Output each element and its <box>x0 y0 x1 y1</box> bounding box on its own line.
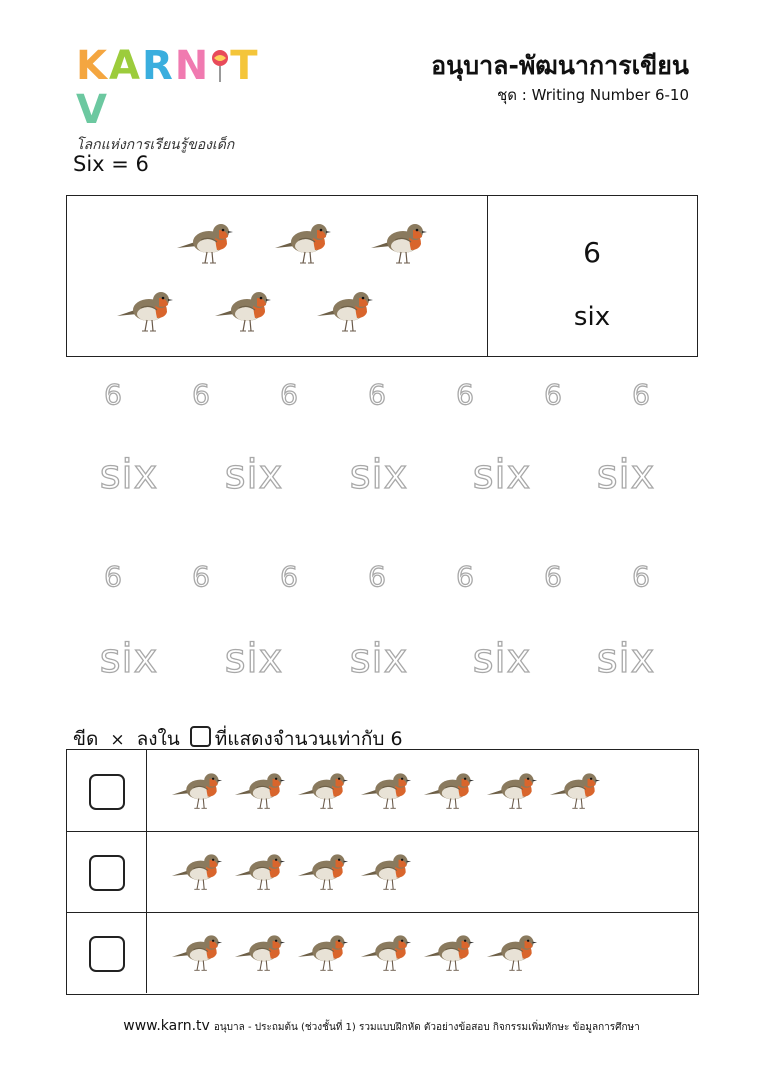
answer-row <box>67 831 698 913</box>
demo-number: 6 <box>583 236 601 269</box>
trace-number: 6 <box>544 378 562 411</box>
logo-letter: R <box>141 43 175 89</box>
trace-word: six <box>596 452 656 498</box>
trace-word: six <box>99 452 159 498</box>
trace-word: six <box>349 636 409 682</box>
robin-bird-image <box>548 768 602 811</box>
trace-word: six <box>99 636 159 682</box>
trace-number: 6 <box>104 378 122 411</box>
trace-number: 6 <box>192 560 210 593</box>
robin-bird-image <box>296 849 350 892</box>
robin-bird-image <box>170 849 224 892</box>
robin-bird-image <box>369 218 429 266</box>
logo-letter: A <box>109 43 142 89</box>
answer-checkbox[interactable] <box>89 855 125 891</box>
robin-bird-image <box>422 768 476 811</box>
trace-word: six <box>596 636 656 682</box>
demo-divider <box>487 196 488 356</box>
trace-word: six <box>224 636 284 682</box>
trace-number: 6 <box>104 560 122 593</box>
robin-bird-image <box>296 930 350 973</box>
checkbox-icon <box>190 726 211 747</box>
trace-number: 6 <box>456 378 474 411</box>
trace-number: 6 <box>280 560 298 593</box>
trace-number: 6 <box>632 378 650 411</box>
footer-text: อนุบาล - ประถมต้น (ช่วงชั้นที่ 1) รวมแบบฝึกหัด ตัวอย่างข้อสอบ กิจกรรมเพิ่มทักษะ ข้อมูลการศึกษา <box>213 1022 640 1033</box>
trace-number: 6 <box>544 560 562 593</box>
robin-bird-image <box>296 768 350 811</box>
worksheet-subtitle: ชุด : Writing Number 6-10 <box>497 86 689 104</box>
instruction-part3: ที่แสดงจำนวนเท่ากับ 6 <box>214 728 403 750</box>
robin-bird-image <box>170 768 224 811</box>
answer-table <box>66 749 699 995</box>
robin-bird-image <box>233 930 287 973</box>
robin-bird-image <box>175 218 235 266</box>
robin-bird-image <box>115 286 175 334</box>
robin-bird-image <box>233 768 287 811</box>
logo-letter: V <box>76 87 109 133</box>
answer-row <box>67 912 698 993</box>
cross-mark-icon: × <box>110 730 125 750</box>
trace-number: 6 <box>368 560 386 593</box>
logo-letter: N <box>174 43 211 89</box>
robin-bird-image <box>233 849 287 892</box>
instruction-part2: ลงใน <box>136 728 180 750</box>
answer-checkbox[interactable] <box>89 774 125 810</box>
robin-bird-image <box>170 930 224 973</box>
trace-number: 6 <box>280 378 298 411</box>
logo-wordmark <box>76 44 286 132</box>
trace-word: six <box>472 636 532 682</box>
logo-tagline: โลกแห่งการเรียนรู้ของเด็ก <box>76 137 235 153</box>
robin-bird-image <box>273 218 333 266</box>
cell-divider <box>146 831 147 912</box>
footer-site-link[interactable]: www.karn.tv <box>123 1018 210 1034</box>
robin-bird-image <box>485 930 539 973</box>
answer-checkbox[interactable] <box>89 936 125 972</box>
cell-divider <box>146 912 147 993</box>
cell-divider <box>146 750 147 831</box>
number-heading: Six = 6 <box>73 152 149 176</box>
robin-bird-image <box>315 286 375 334</box>
logo-letter: T <box>230 43 260 89</box>
trace-word: six <box>349 452 409 498</box>
karn-tv-logo <box>76 43 286 153</box>
lollipop-icon <box>211 49 229 83</box>
robin-bird-image <box>359 849 413 892</box>
robin-bird-image <box>422 930 476 973</box>
demo-word: six <box>573 302 611 332</box>
logo-letter: K <box>76 43 109 89</box>
robin-bird-image <box>213 286 273 334</box>
robin-bird-image <box>359 930 413 973</box>
footer <box>0 1018 763 1035</box>
trace-number: 6 <box>192 378 210 411</box>
instruction-part1: ขีด <box>73 728 99 750</box>
answer-row <box>67 750 698 832</box>
trace-number: 6 <box>632 560 650 593</box>
trace-word: six <box>472 452 532 498</box>
demo-box <box>66 195 698 357</box>
trace-word: six <box>224 452 284 498</box>
trace-number: 6 <box>456 560 474 593</box>
trace-number: 6 <box>368 378 386 411</box>
worksheet-title: อนุบาล-พัฒนาการเขียน <box>431 51 689 80</box>
robin-bird-image <box>359 768 413 811</box>
robin-bird-image <box>485 768 539 811</box>
